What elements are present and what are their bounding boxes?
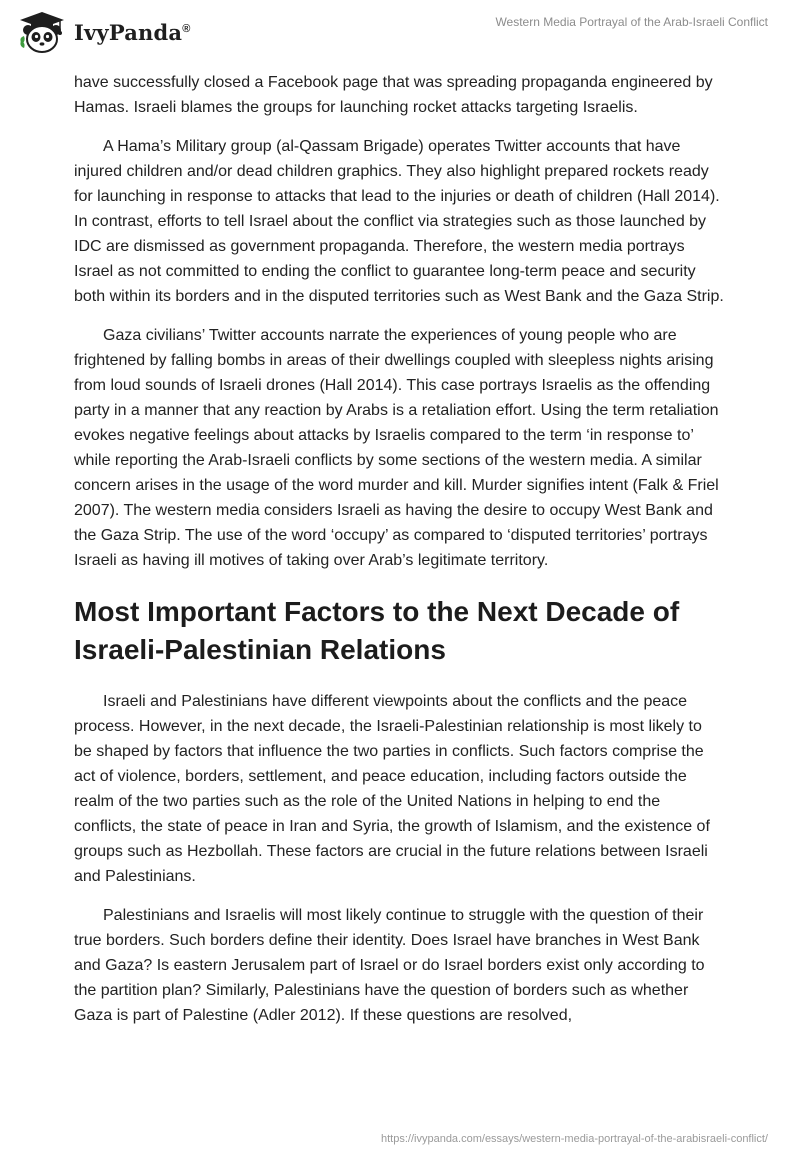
essay-body xyxy=(74,70,724,1042)
ivypanda-logo[interactable] xyxy=(16,10,191,54)
section-heading: Most Important Factors to the Next Decade of Israeli-Palestinian Relations xyxy=(74,596,680,665)
document-title: Western Media Portrayal of the Arab-Israeli Conflict xyxy=(495,15,768,29)
brand-name: IvyPanda® xyxy=(74,19,191,45)
paragraph: Gaza civilians’ Twitter accounts narrate the experiences of young people who are frightened by falling bombs in areas of their dwellings coupled with sleepless nights arising from loud sounds of Israeli drones (Hall 2014). This case portrays Israelis as the offending party in a manner that any reaction by Arabs is a retaliation effort. Using the term retaliation evokes negative feelings about attacks by Israelis compared to the term ‘in response to’ while reporting the Arab-Israeli conflicts by some sections of the western media. A similar concern arises in the usage of the word murder and kill. Murder signifies intent (Falk & Friel 2007). The western media considers Israeli as having the desire to occupy West Bank and the Gaza Strip. The use of the word ‘occupy’ as compared to ‘disputed territories’ portrays Israeli as having ill motives of taking over Arab’s legitimate territory. xyxy=(74,327,719,569)
paragraph: Israeli and Palestinians have different viewpoints about the conflicts and the peace process. However, in the next decade, the Israeli-Palestinian relationship is most likely to be shaped by factors that influence the two parties in conflicts. Such factors comprise the act of violence, borders, settlement, and peace education, including factors outside the realm of the two parties such as the role of the United Nations in helping to end the conflicts, the state of peace in Iran and Syria, the growth of Islamism, and the existence of groups such as Hezbollah. These factors are crucial in the future relations between Israeli and Palestinians. xyxy=(74,693,710,885)
panda-mascot-icon xyxy=(16,10,68,54)
source-url[interactable]: https://ivypanda.com/essays/western-media-portrayal-of-the-arabisraeli-conflict/ xyxy=(381,1133,768,1145)
paragraph: A Hama’s Military group (al-Qassam Brigade) operates Twitter accounts that have injured children and/or dead children graphics. They also highlight prepared rockets ready for launching in response to attacks that lead to the injuries or death of children (Hall 2014). In contrast, efforts to tell Israel about the conflict via strategies such as those launched by IDC are dismissed as government propaganda. Therefore, the western media portrays Israel as not committed to ending the conflict to guarantee long-term peace and security both within its borders and in the disputed territories such as West Bank and the Gaza Strip. xyxy=(74,138,724,305)
paragraph: Palestinians and Israelis will most likely continue to struggle with the question of their true borders. Such borders define their identity. Does Israel have branches in West Bank and Gaza? Is eastern Jerusalem part of Israel or do Israel borders exist only according to the partition plan? Similarly, Palestinians have the question of borders such as whether Gaza is part of Palestine (Adler 2012). If these questions are resolved, xyxy=(74,907,705,1024)
page-header xyxy=(0,0,800,62)
paragraph: have successfully closed a Facebook page that was spreading propaganda engineered by Hamas. Israeli blames the groups for launching rocket attacks targeting Israelis. xyxy=(74,74,713,116)
